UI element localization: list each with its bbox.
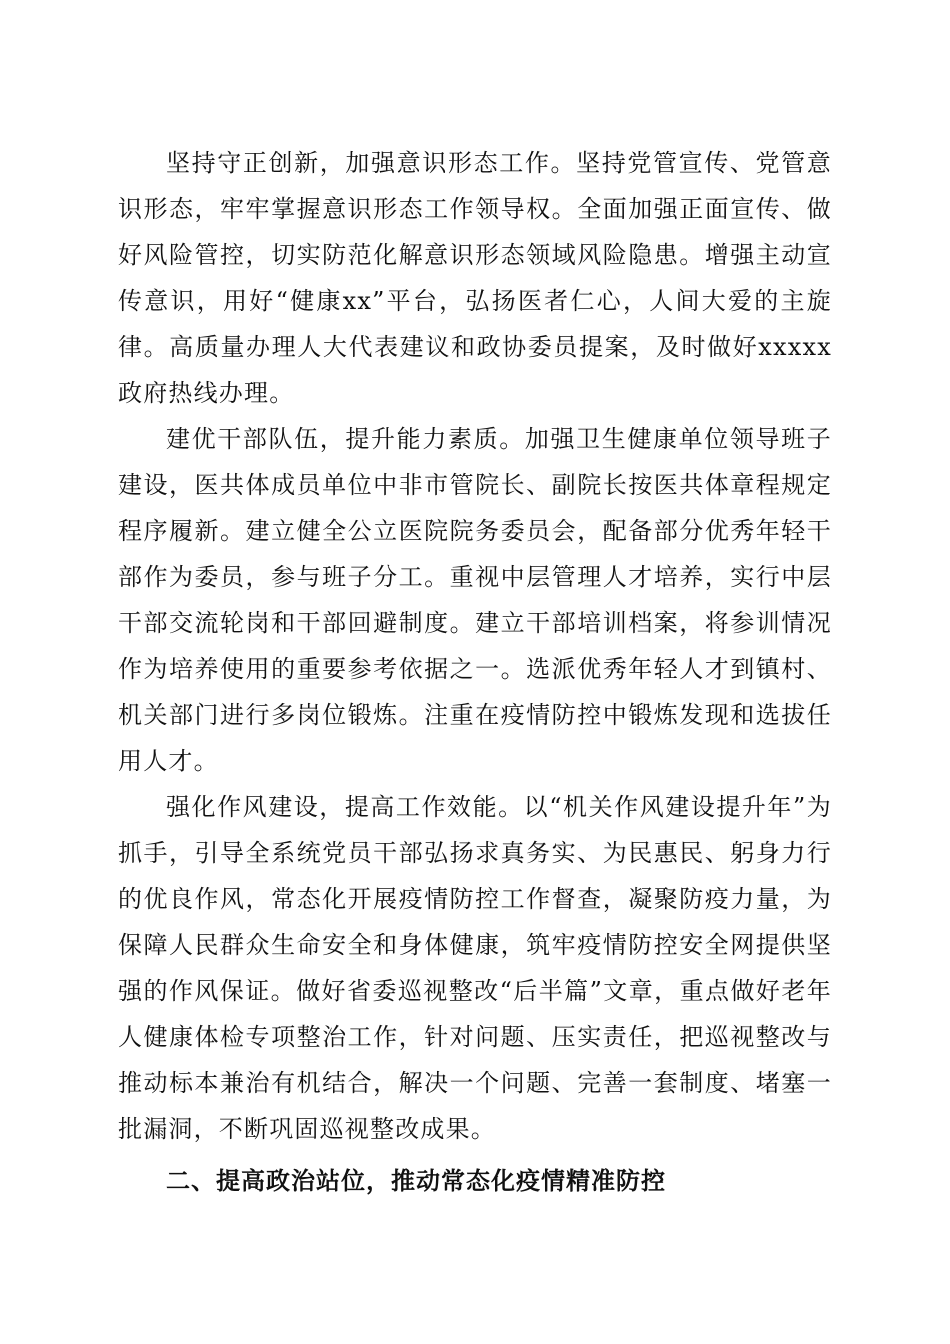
paragraph-cadre-team: 建优干部队伍，提升能力素质。加强卫生健康单位领导班子建设，医共体成员单位中非市管院长、副院长按医共体章程规定程序履新。建立健全公立医院院务委员会，配备部分优秀年轻干部作为委员，参与班子分工。重视中层管理人才培养，实行中层干部交流轮岗和干部回避制度。建立干部培训档案，将参训情况作为培养使用的重要参考依据之一。选派优秀年轻人才到镇村、机关部门进行多岗位锻炼。注重在疫情防控中锻炼发现和选拔任用人才。 [118,425,832,775]
paragraph-work-style: 强化作风建设，提高工作效能。以“机关作风建设提升年”为抓手，引导全系统党员干部弘扬求真务实、为民惠民、躬身力行的优良作风，常态化开展疫情防控工作督查，凝聚防疫力量，为保障人民群众生命安全和身体健康，筑牢疫情防控安全网提供坚强的作风保证。做好省委巡视整改“后半篇”文章，重点做好老年人健康体检专项整治工作，针对问题、压实责任，把巡视整改与推动标本兼治有机结合，解决一个问题、完善一套制度、堵塞一批漏洞，不断巩固巡视整改成果。 [118,793,832,1143]
document-body [118,140,832,1204]
paragraph-ideology: 坚持守正创新，加强意识形态工作。坚持党管宣传、党管意识形态，牢牢掌握意识形态工作领导权。全面加强正面宣传、做好风险管控，切实防范化解意识形态领域风险隐患。增强主动宣传意识，用好“健康xx”平台，弘扬医者仁心，人间大爱的主旋律。高质量办理人大代表建议和政协委员提案，及时做好xxxxx政府热线办理。 [118,149,832,407]
section-heading: 二、提高政治站位，推动常态化疫情精准防控 [166,1167,666,1195]
